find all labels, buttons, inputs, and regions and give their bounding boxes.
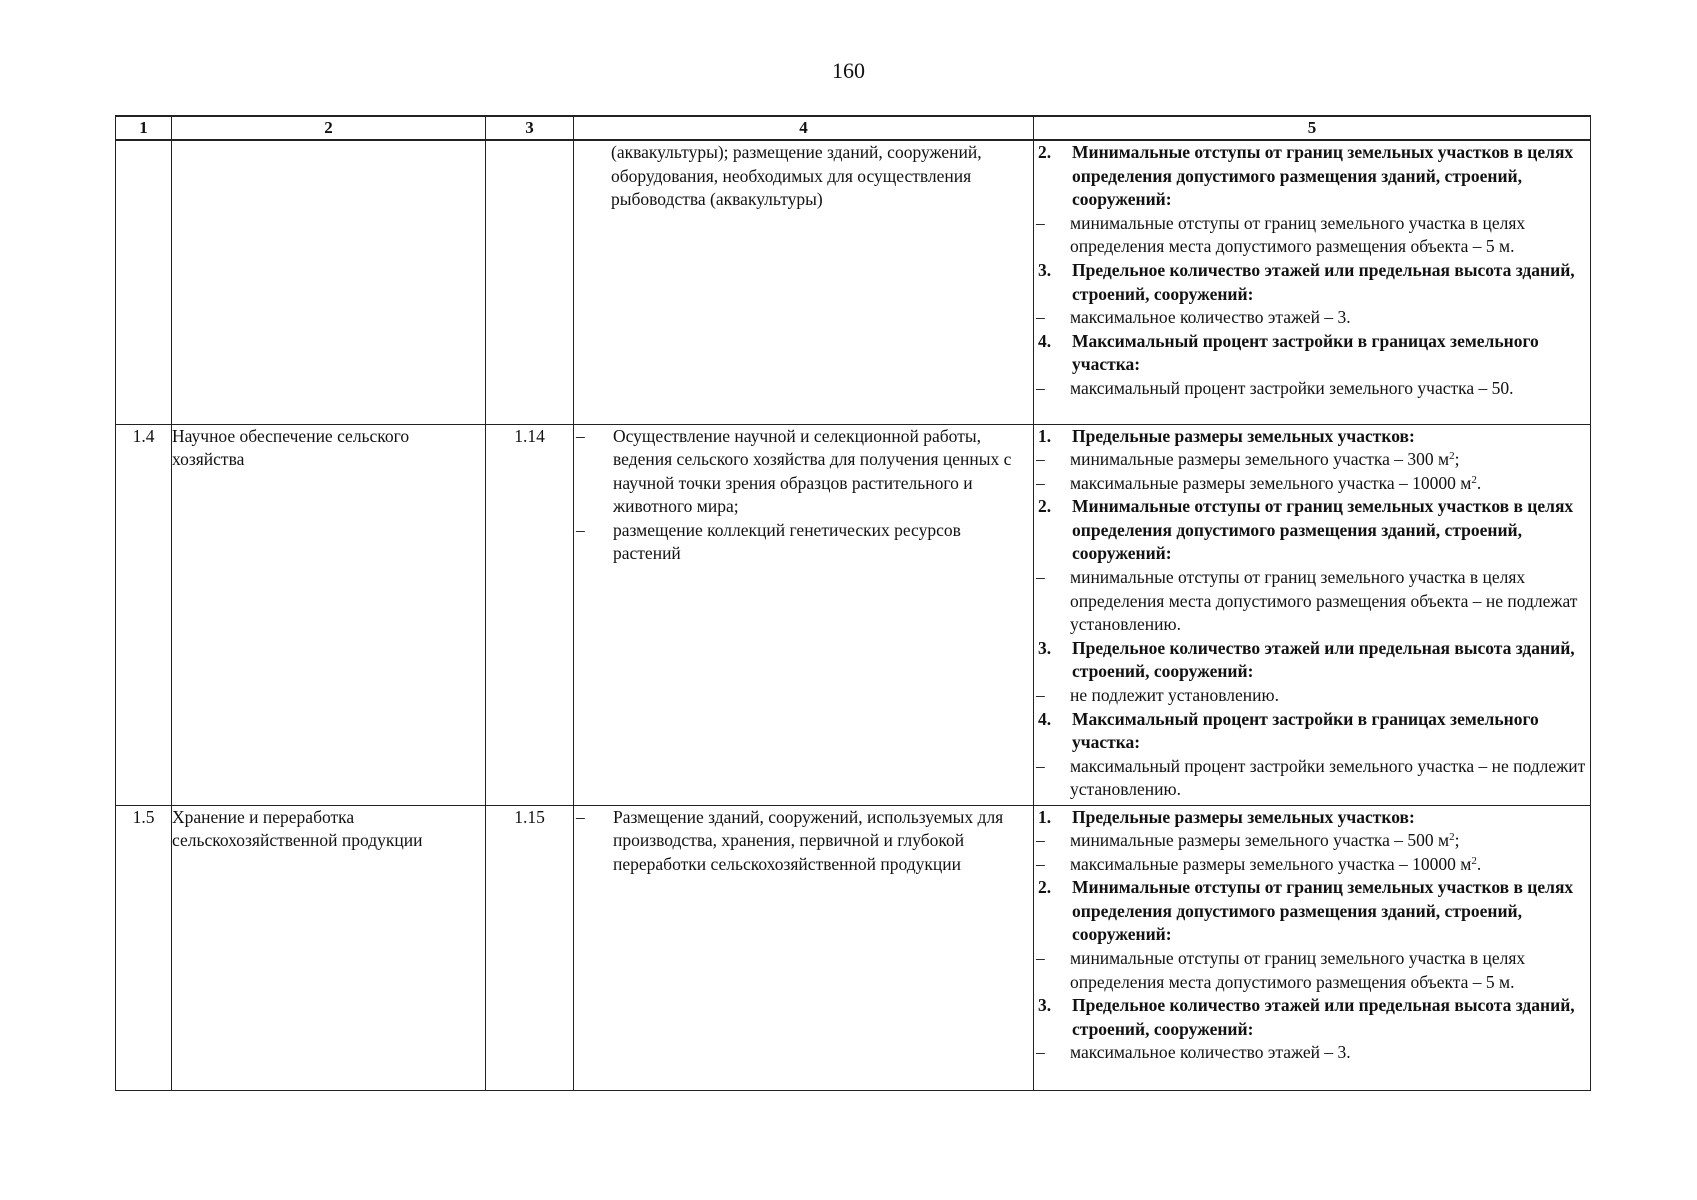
param-item: – максимальный процент застройки земельного участка – 50. <box>1036 377 1514 398</box>
row-class-code: 1.15 <box>486 805 574 1090</box>
param-item: – не подлежит установлению. <box>1036 685 1279 706</box>
param-item: – минимальные размеры земельного участка – 500 $м^2$; <box>1036 830 1460 851</box>
header-col-2: 2 <box>172 116 486 140</box>
param-heading: 3. Предельное количество этажей или предельная высота зданий, строений, сооружений: <box>1038 637 1575 682</box>
row-class-code: 1.14 <box>486 424 574 805</box>
param-item: – минимальные отступы от границ земельного участка в целях определения места допустимого размещения объекта – 5 м. <box>1036 948 1526 992</box>
row-parameters <box>1034 424 1591 805</box>
row-class-code <box>486 140 574 424</box>
param-item: – минимальные отступы от границ земельного участка в целях определения места допустимого размещения объекта – не подлежат установлению. <box>1036 567 1578 635</box>
param-heading: 1. Предельные размеры земельных участков: <box>1038 806 1415 827</box>
param-heading: 3. Предельное количество этажей или предельная высота зданий, строений, сооружений: <box>1038 995 1575 1039</box>
param-item: – максимальное количество этажей – 3. <box>1036 307 1351 328</box>
description-item: – Размещение зданий, сооружений, используемых для производства, хранения, первичной и глубокой переработки сельскохозяйственной продукции <box>576 806 1004 874</box>
row-parameters <box>1034 140 1591 424</box>
row-description <box>574 424 1034 805</box>
table-row <box>116 140 1591 424</box>
row-name: Хранение и переработка сельскохозяйственной продукции <box>172 805 486 1090</box>
row-parameters <box>1034 805 1591 1090</box>
param-item: – максимальные размеры земельного участка – 10000 $м^2$. <box>1036 472 1482 493</box>
description-item: – размещение коллекций генетических ресурсов растений <box>576 519 961 564</box>
param-item: – минимальные отступы от границ земельного участка в целях определения места допустимого размещения объекта – 5 м. <box>1036 212 1526 257</box>
param-heading: 4. Максимальный процент застройки в границах земельного участка: <box>1038 330 1539 375</box>
header-col-5: 5 <box>1034 116 1591 140</box>
description-text: (аквакультуры); размещение зданий, сооружений, оборудования, необходимых для осуществления рыбоводства (аквакультуры) <box>611 142 982 210</box>
row-description <box>574 140 1034 424</box>
header-col-4: 4 <box>574 116 1034 140</box>
table-header-row <box>116 116 1591 140</box>
row-name <box>172 140 486 424</box>
description-item: – Осуществление научной и селекционной работы, ведения сельского хозяйства для получения ценных с научной точки зрения образцов растительного и животного мира; <box>576 425 1012 517</box>
table-row <box>116 805 1591 1090</box>
row-name: Научное обеспечение сельского хозяйства <box>172 424 486 805</box>
param-heading: 2. Минимальные отступы от границ земельных участков в целях определения допустимого размещения зданий, строений, сооружений: <box>1038 142 1574 210</box>
param-heading: 2. Минимальные отступы от границ земельных участков в целях определения допустимого размещения зданий, строений, сооружений: <box>1038 496 1574 564</box>
param-item: – минимальные размеры земельного участка – 300 $м^2$; <box>1036 449 1460 470</box>
header-col-3: 3 <box>486 116 574 140</box>
row-description <box>574 805 1034 1090</box>
param-heading: 2. Минимальные отступы от границ земельных участков в целях определения допустимого размещения зданий, строений, сооружений: <box>1038 877 1574 945</box>
param-heading: 3. Предельное количество этажей или предельная высота зданий, строений, сооружений: <box>1038 259 1575 304</box>
param-item: – максимальное количество этажей – 3. <box>1036 1042 1351 1063</box>
param-item: – максимальные размеры земельного участка – 10000 $м^2$. <box>1036 853 1482 874</box>
param-heading: 1. Предельные размеры земельных участков: <box>1038 425 1415 446</box>
row-code: 1.5 <box>116 805 172 1090</box>
row-code <box>116 140 172 424</box>
table-row <box>116 424 1591 805</box>
param-item: – максимальный процент застройки земельного участка – не подлежит установлению. <box>1036 755 1586 800</box>
param-heading: 4. Максимальный процент застройки в границах земельного участка: <box>1038 708 1539 753</box>
row-code: 1.4 <box>116 424 172 805</box>
page-number: 160 <box>832 58 865 83</box>
regulations-table <box>115 115 1591 1091</box>
header-col-1: 1 <box>116 116 172 140</box>
